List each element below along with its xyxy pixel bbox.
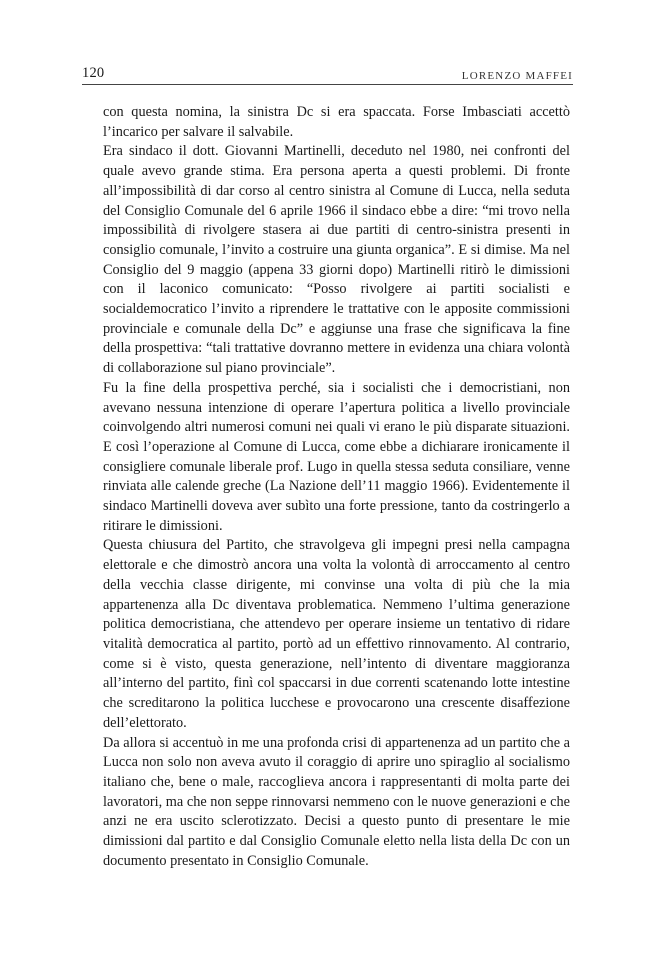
running-head-author: LORENZO MAFFEI: [461, 70, 573, 82]
body-text: [103, 103, 570, 871]
paragraph: Questa chiusura del Partito, che stravolgeva gli impegni presi nella campagna elettorale e che dimostrò ancora una volta la volontà di arroccamento al centro della vecchia classe dirigente, mi convinse una volta di più che la mia appartenenza alla Dc diventava problematica. Nemmeno l’ultima generazione politica democristiana, che attendevo per operare insieme un tentativo di ridare vitalità democratica al partito, portò ad un effettivo rinnovamento. Al contrario, come si è visto, questa generazione, nell’intento di diventare maggioranza all’interno del partito, finì col spaccarsi in due correnti scatenando lotte intestine che screditarono la politica lucchese e provocarono una crescente disaffezione dell’elettorato.: [103, 537, 570, 731]
paragraph: Da allora si accentuò in me una profonda crisi di appartenenza ad un partito che a Lucca non solo non aveva avuto il coraggio di aprire uno spiraglio al socialismo italiano che, bene o male, raccoglieva ancora i rappresentanti di molta parte dei lavoratori, ma che non seppe rinnovarsi nemmeno con le nuove generazioni e che anzi ne era uscito sclerotizzato. Decisi a questo punto di presentare le mie dimissioni dal partito e dal Consiglio Comunale eletto nella lista della Dc con un documento presentato in Consiglio Comunale.: [103, 734, 570, 869]
paragraph: Fu la fine della prospettiva perché, sia i socialisti che i democristiani, non avevano nessuna intenzione di operare l’apertura politica a livello provinciale coinvolgendo altri numerosi comuni nei quali vi erano le più disparate situazioni. E così l’operazione al Comune di Lucca, come ebbe a dichiarare ironicamente il consigliere comunale liberale prof. Lugo in quella stessa seduta consiliare, venne rinviata alle calende greche (La Nazione dell’11 maggio 1966). Evidentemente il sindaco Martinelli doveva aver subìto una forte pressione, tanto da costringerlo a ritirare le dimissioni.: [103, 379, 570, 534]
paragraph: Era sindaco il dott. Giovanni Martinelli, deceduto nel 1980, nei confronti del quale avevo grande stima. Era persona aperta a questi problemi. Di fronte all’impossibilità di dar corso al centro sinistra al Comune di Lucca, nella seduta del Consiglio Comunale del 6 aprile 1966 il sindaco ebbe a dire: “mi trovo nella impossibilità di rivolgere stasera ai due partiti di centro-sinistra presenti in consiglio comunale, l’invito a costruire una giunta organica”. E si dimise. Ma nel Consiglio del 9 maggio (appena 33 giorni dopo) Martinelli ritirò le dimissioni con il laconico comunicato: “Posso rivolgere ai partiti socialisti e socialdemocratico l’invito a riprendere le trattative con le apposite commissioni provinciale e comunale della Dc” e aggiunse una frase che significava la fine della prospettiva: “tali trattative dovranno mettere in evidenza una chiara volontà di collaborazione sul piano provinciale”.: [103, 143, 570, 377]
paragraph: con questa nomina, la sinistra Dc si era spaccata. Forse Imbasciati accettò l’incarico per salvare il salvabile.: [103, 104, 570, 140]
page-number: 120: [82, 65, 105, 81]
page-header: [82, 62, 573, 85]
